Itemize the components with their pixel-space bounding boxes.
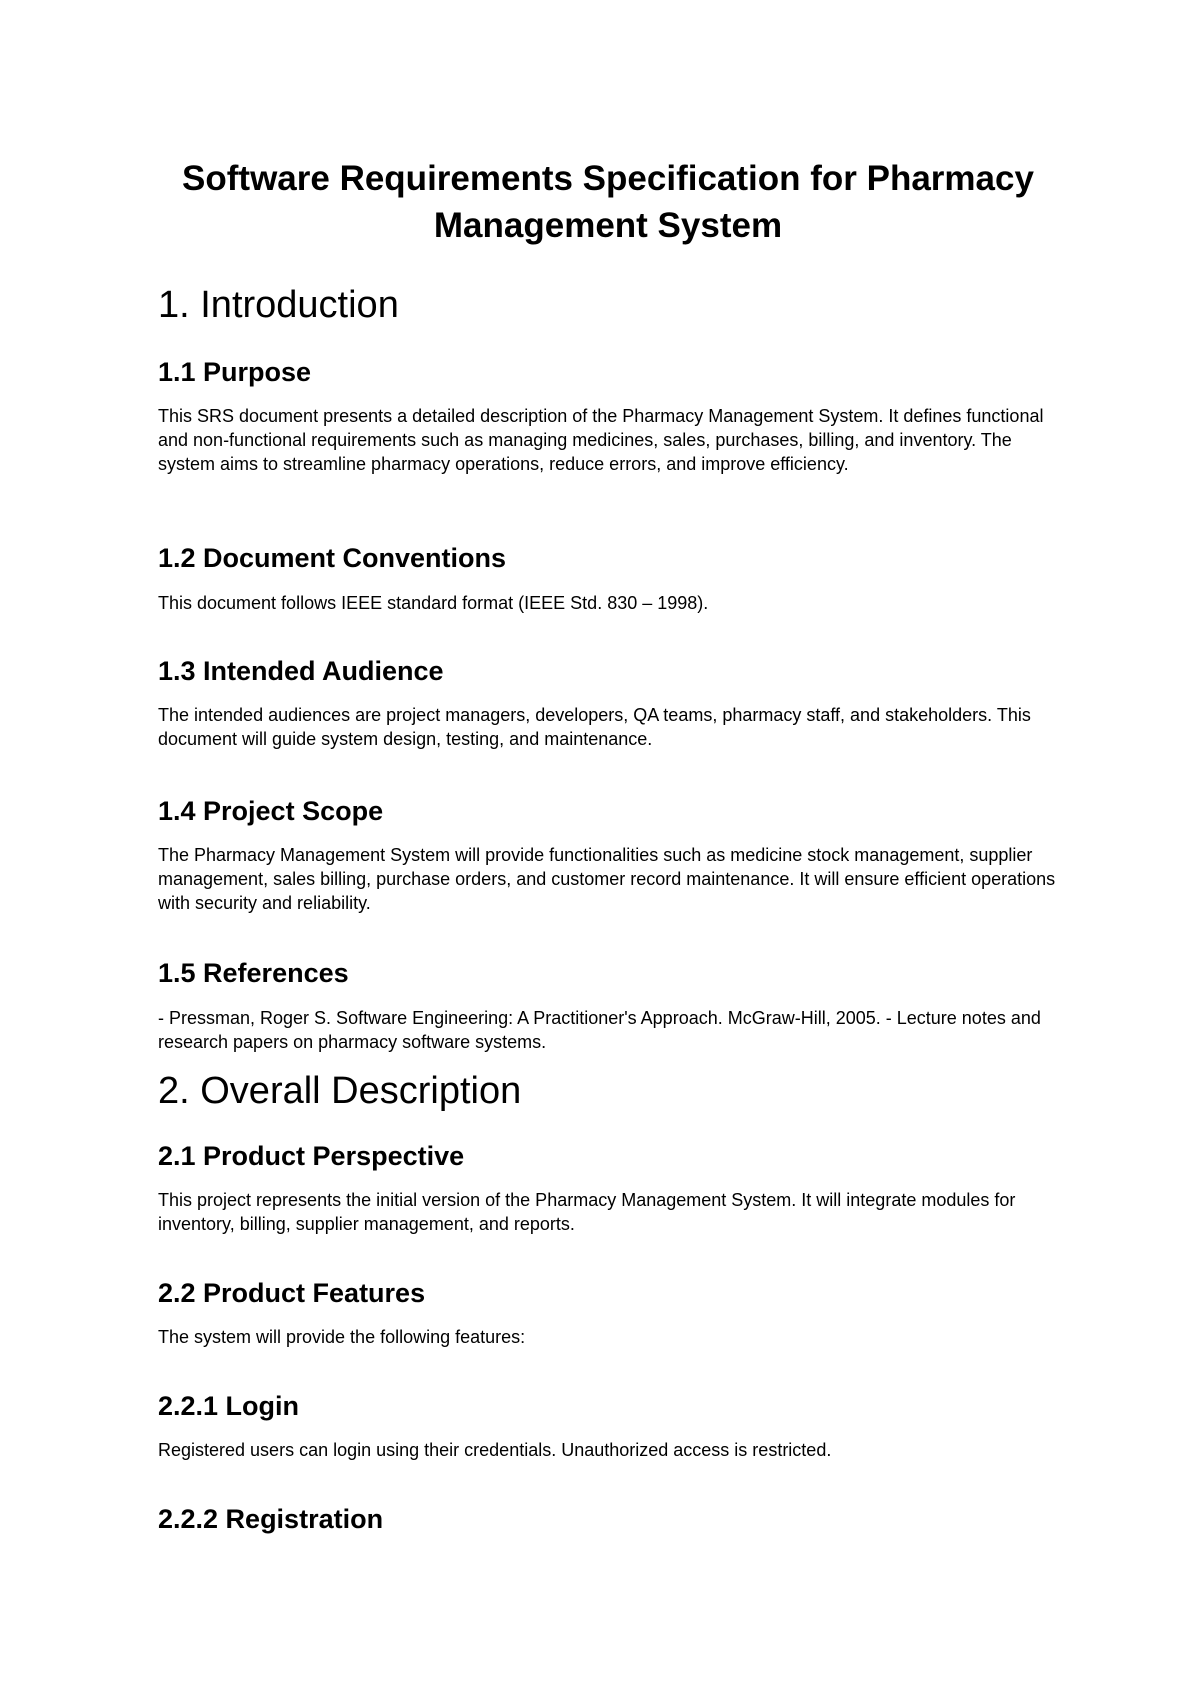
heading-text: 2.2.1 Login [158, 1391, 300, 1421]
paragraph-project-scope: The Pharmacy Management System will provide functionalities such as medicine stock management, supplier management, sales billing, purchase orders, and customer record maintenance. It will ensure efficient operations with security and reliability. [158, 845, 1056, 913]
subsection-heading-document-conventions: 1.2 Document Conventions [158, 543, 507, 573]
paragraph-product-perspective: This project represents the initial version of the Pharmacy Management System. It will integrate modules for inventory, billing, supplier management, and reports. [158, 1190, 1016, 1234]
subsection-heading-product-features: 2.2 Product Features [158, 1278, 426, 1308]
document-title: Software Requirements Specification for Pharmacy Management System [182, 159, 1034, 245]
subsection-heading-purpose: 1.1 Purpose [158, 357, 312, 387]
paragraph-product-features: The system will provide the following features: [158, 1327, 526, 1347]
paragraph-document-conventions: This document follows IEEE standard format (IEEE Std. 830 – 1998). [158, 593, 709, 613]
paragraph-login: Registered users can login using their credentials. Unauthorized access is restricted. [158, 1440, 832, 1460]
paragraph-purpose: This SRS document presents a detailed description of the Pharmacy Management System. It defines functional and non-functional requirements such as managing medicines, sales, purchases, billing, and inventory. The system aims to streamline pharmacy operations, reduce errors, and improve efficiency. [158, 406, 1044, 474]
subsubsection-heading-login [158, 1390, 299, 1422]
section-heading-introduction: 1. Introduction [158, 284, 399, 326]
subsection-heading-references: 1.5 References [158, 958, 349, 988]
subsubsection-heading-registration [158, 1503, 383, 1535]
heading-text: 2.2.2 Registration [158, 1504, 384, 1534]
paragraph-intended-audience: The intended audiences are project managers, developers, QA teams, pharmacy staff, and stakeholders. This document will guide system design, testing, and maintenance. [158, 705, 1031, 749]
paragraph-references: - Pressman, Roger S. Software Engineering: A Practitioner's Approach. McGraw-Hill, 2005. - Lecture notes and research papers on pharmacy software systems. [158, 1008, 1041, 1052]
subsection-heading-project-scope: 1.4 Project Scope [158, 796, 384, 826]
subsection-heading-intended-audience: 1.3 Intended Audience [158, 656, 444, 686]
section-heading-overall-description: 2. Overall Description [158, 1070, 522, 1112]
subsection-heading-product-perspective: 2.1 Product Perspective [158, 1141, 465, 1171]
